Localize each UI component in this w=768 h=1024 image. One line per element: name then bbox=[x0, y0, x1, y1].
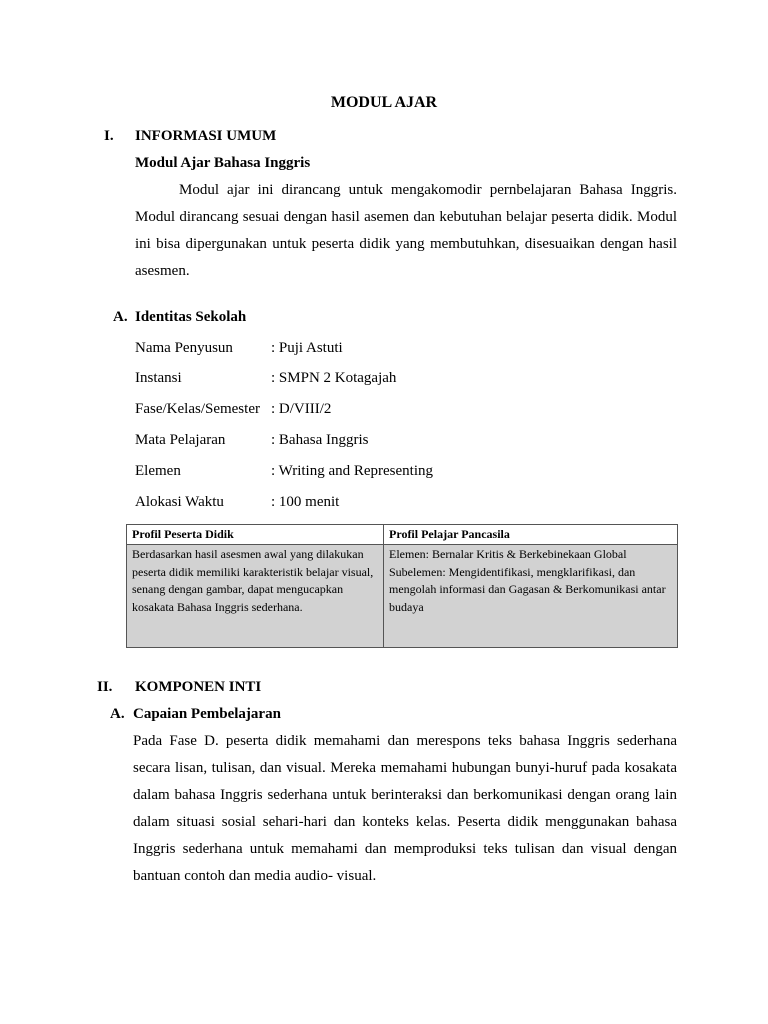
identitas-heading: Identitas Sekolah bbox=[135, 309, 247, 325]
identitas-label: Instansi bbox=[135, 370, 182, 386]
identitas-label: Alokasi Waktu bbox=[135, 494, 224, 510]
table-header-row bbox=[127, 525, 678, 545]
intro-paragraph bbox=[135, 177, 677, 285]
identitas-label: Nama Penyusun bbox=[135, 340, 233, 356]
capaian-heading: Capaian Pembelajaran bbox=[133, 706, 281, 722]
section-heading-informasi-umum: INFORMASI UMUM bbox=[135, 128, 277, 144]
table-cell-profil-pelajar-pancasila: Elemen: Bernalar Kritis & Berkebinekaan Global Subelemen: Mengidentifikasi, mengklarifikasi, dan mengolah informasi dan Gagasan & Berkomunikasi antar budaya bbox=[384, 545, 678, 648]
identitas-value: : Writing and Representing bbox=[271, 463, 434, 479]
identitas-label: Mata Pelajaran bbox=[135, 432, 226, 448]
intro-text: Modul ajar ini dirancang untuk mengakomodir pernbelajaran Bahasa Inggris. Modul dirancang sesuai dengan hasil asemen dan kebutuhan belajar peserta didik. Modul ini bisa dipergunakan untuk peserta didik yang membutuhkan, disesuaikan dengan hasil asesmen. bbox=[135, 182, 677, 279]
identitas-letter: A. bbox=[113, 309, 128, 325]
identitas-row bbox=[135, 370, 396, 392]
table-header-profil-pelajar-pancasila: Profil Pelajar Pancasila bbox=[384, 525, 678, 545]
identitas-row bbox=[135, 494, 339, 516]
table-row bbox=[127, 545, 678, 648]
identitas-label: Elemen bbox=[135, 463, 181, 479]
table-cell-profil-peserta-didik: Berdasarkan hasil asesmen awal yang dilakukan peserta didik memiliki karakteristik belajar visual, senang dengan gambar, dapat mengucapkan kosakata Bahasa Inggris sederhana. bbox=[127, 545, 384, 648]
identitas-row bbox=[135, 432, 368, 454]
identitas-value: : 100 menit bbox=[271, 494, 340, 510]
identitas-row bbox=[135, 340, 343, 362]
identitas-value: : D/VIII/2 bbox=[271, 401, 332, 417]
identitas-value: : Bahasa Inggris bbox=[271, 432, 369, 448]
identitas-row bbox=[135, 401, 331, 423]
identitas-value: : SMPN 2 Kotagajah bbox=[271, 370, 397, 386]
identitas-label: Fase/Kelas/Semester bbox=[135, 401, 260, 417]
capaian-paragraph: Pada Fase D. peserta didik memahami dan merespons teks bahasa Inggris sederhana secara lisan, tulisan, dan visual. Mereka memahami hubungan bunyi-huruf pada kosakata dalam bahasa Inggris sederhana untuk berinteraksi dan berkomunikasi dengan orang lain dalam situasi sosial sehari-hari dan konteks kelas. Peserta didik menggunakan bahasa Inggris sederhana untuk memahami dan memproduksi teks tulisan dan visual dengan bantuan contoh dan media audio- visual. bbox=[133, 733, 677, 884]
section-number: II. bbox=[97, 679, 113, 695]
document-title: MODUL AJAR bbox=[330, 94, 438, 111]
identitas-row bbox=[135, 463, 433, 485]
table-header-profil-peserta-didik: Profil Peserta Didik bbox=[127, 525, 384, 545]
section-heading-komponen-inti: KOMPONEN INTI bbox=[135, 679, 262, 695]
profile-table bbox=[126, 524, 678, 648]
module-subheading: Modul Ajar Bahasa Inggris bbox=[135, 155, 311, 171]
identitas-value: : Puji Astuti bbox=[271, 340, 343, 356]
section-number: I. bbox=[104, 128, 114, 144]
capaian-letter: A. bbox=[110, 706, 125, 722]
